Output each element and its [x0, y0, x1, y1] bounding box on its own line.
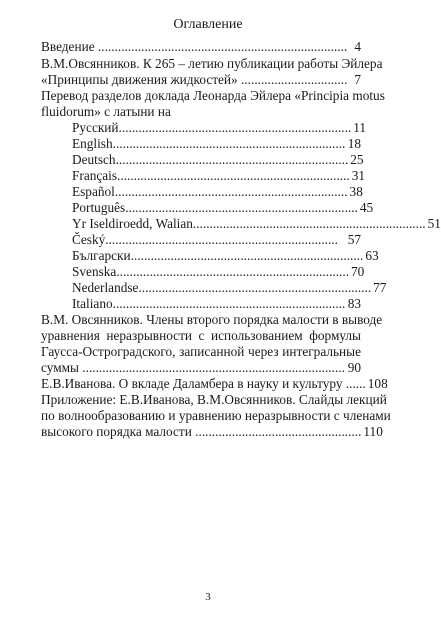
- toc-page-number: 77: [373, 280, 387, 295]
- page-number: 3: [205, 591, 211, 603]
- toc-entry-line: уравнения неразрывности с использованием формулы: [41, 328, 361, 343]
- toc-entry-italian: Italiano...................................................................... 83: [72, 296, 361, 311]
- toc-page-number: 63: [365, 248, 379, 263]
- toc-page-number: 108: [367, 376, 388, 391]
- toc-entry-second-order-terms: суммы ............................................................................... 90: [41, 360, 361, 375]
- toc-entry-line: Перевод разделов доклада Леонарда Эйлера «Principia motus: [41, 88, 385, 103]
- toc-page-number: 45: [359, 200, 374, 215]
- toc-page-number: 57: [347, 232, 361, 247]
- toc-entry-portuguese: Português...................................................................... 45: [72, 200, 374, 215]
- toc-entry-line: В.М. Овсянников. Члены второго порядка малости в выводе: [41, 312, 383, 327]
- toc-page-number: 4: [354, 39, 361, 54]
- toc-entry-line: по волнообразованию и уравнению неразрывности с членами: [41, 408, 391, 423]
- toc-page-number: 38: [349, 184, 363, 199]
- toc-entry-spanish: Español...................................................................... 38: [72, 184, 363, 199]
- toc-entry-english: English...................................................................... 18: [72, 136, 361, 151]
- toc-entry-dalembert: Е.В.Иванова. О вкладе Даламбера в науку и культуру ...... 108: [41, 376, 388, 391]
- toc-entry-dutch: Nederlandse...................................................................... 77: [72, 280, 387, 295]
- toc-page-number: 7: [354, 72, 361, 87]
- toc-page-number: 70: [351, 264, 365, 279]
- toc-page-number: 31: [351, 168, 366, 183]
- toc-entry-appendix: высокого порядка малости .................................................. 110: [41, 424, 383, 439]
- toc-entry-german: Deutsch...................................................................... 25: [72, 152, 364, 167]
- toc-entry-czech: Český...................................................................... 57: [72, 232, 361, 247]
- toc-page-number: 51: [427, 216, 441, 231]
- toc-entry-line: fluidorum» с латыни на: [41, 104, 171, 119]
- toc-page-number: 83: [347, 296, 361, 311]
- toc-entry-welsh: Yr Iseldiroedd, Walian...................................................................... 51: [72, 216, 441, 231]
- toc-page-number: 11: [353, 120, 367, 135]
- toc-entry-euler-principles: «Принципы движения жидкостей» ................................ 7: [41, 72, 361, 87]
- toc-entry-french: Français...................................................................... 31: [72, 168, 366, 183]
- toc-entry-russian: Русский...................................................................... 11: [72, 120, 367, 135]
- toc-entry-introduction: Введение ........................................................................... 4: [41, 39, 361, 54]
- toc-entry-line: В.М.Овсянников. К 265 – летию публикации работы Эйлера: [41, 56, 383, 71]
- toc-entry-swedish: Svenska...................................................................... 70: [72, 264, 365, 279]
- toc-title: Оглавление: [173, 17, 243, 32]
- toc-page-number: 110: [363, 424, 383, 439]
- toc-entry-line: Приложение: Е.В.Иванова, В.М.Овсянников. Слайды лекций: [41, 392, 387, 407]
- toc-page-number: 90: [347, 360, 361, 375]
- toc-page-number: 25: [350, 152, 364, 167]
- toc-page-number: 18: [347, 136, 361, 151]
- toc-entry-line: Гаусса-Остроградского, записанной через интегральные: [41, 344, 361, 359]
- toc-entry-bulgarian: Български...................................................................... 63: [72, 248, 379, 263]
